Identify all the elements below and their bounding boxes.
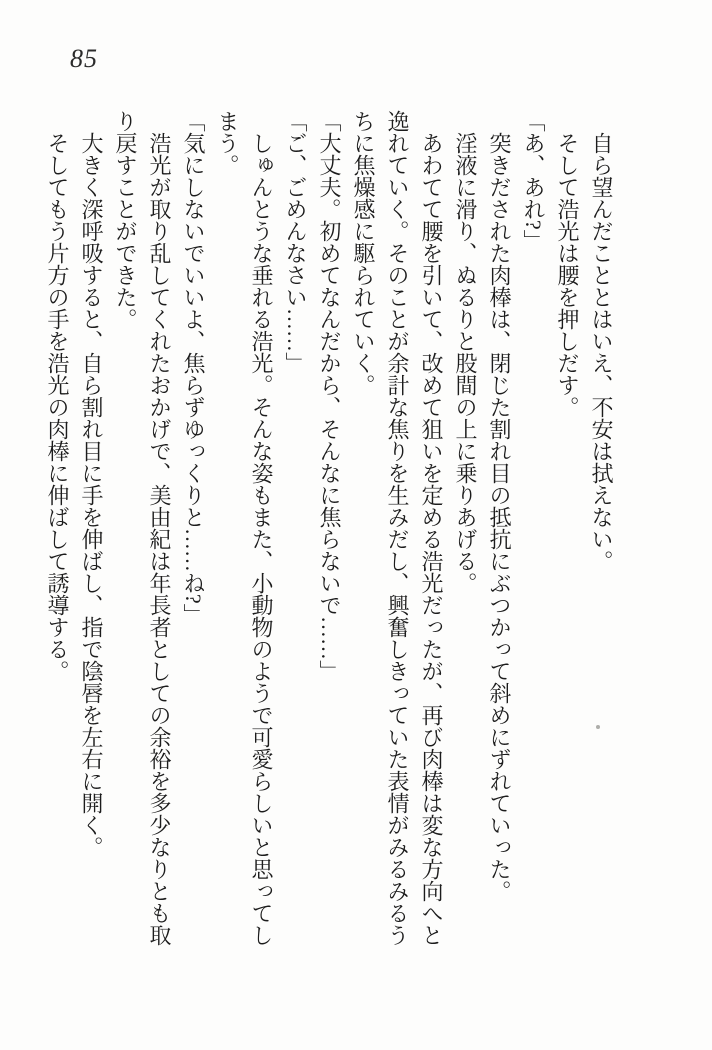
paragraph: 「気にしないでいいよ、焦らずゆっくりと……ね?」	[181, 110, 206, 626]
paragraph: そして浩光は腰を押しだす。	[555, 132, 580, 418]
paragraph: 淫液に滑り、ぬるりと股間の上に乗りあげる。	[453, 132, 478, 594]
page-text	[40, 110, 618, 950]
paragraph: 「ご、ごめんなさい……」	[283, 110, 308, 374]
paragraph: 浩光が取り乱してくれたおかげで、美由紀は年長者としての余裕を多少なりとも取り戻すことができた。	[113, 110, 172, 946]
paragraph: あわてて腰を引いて、改めて狙いを定める浩光だったが、再び肉棒は変な方向へと逸れていく。そのことが余計な焦りを生みだし、興奮しきっていた表情がみるみるうちに焦燥感に駆られていく。	[351, 110, 444, 946]
paragraph: そしてもう片方の手を浩光の肉棒に伸ばして誘導する。	[45, 132, 70, 682]
paragraph: 大きく深呼吸すると、自ら割れ目に手を伸ばし、指で陰唇を左右に開く。	[79, 132, 104, 858]
paragraph: しゅんとうな垂れる浩光。そんな姿もまた、小動物のようで可愛らしいと思ってしまう。	[215, 110, 274, 946]
paragraph: 突きだされた肉棒は、閉じた割れ目の抵抗にぶつかって斜めにずれていった。	[487, 132, 512, 902]
paragraph: 自ら望んだこととはいえ、不安は拭えない。	[589, 132, 614, 572]
page-number: 85	[70, 44, 98, 73]
paragraph: 「あ、あれ?」	[521, 110, 546, 252]
scan-speck	[596, 725, 600, 729]
paragraph: 「大丈夫。初めてなんだから、そんなに焦らないで……」	[317, 110, 342, 682]
